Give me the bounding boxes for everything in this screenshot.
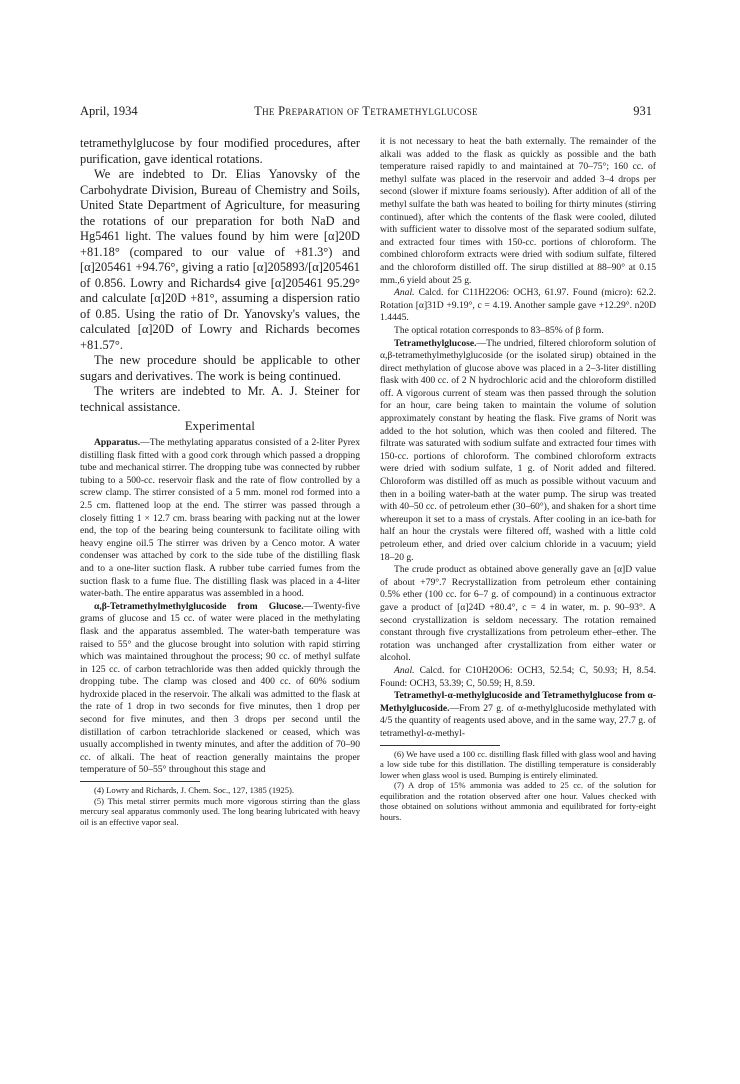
paragraph: The new procedure should be applicable to other sugars and derivatives. The work is being continued. xyxy=(80,353,360,383)
run-in-head: Anal. xyxy=(394,287,415,299)
paragraph-text: Calcd. for C10H20O6: OCH3, 52.54; C, 50.93; H, 8.54. Found: OCH3, 53.39; C, 50.59; H, 8.59. xyxy=(380,664,656,689)
paragraph-text: —The undried, filtered chloroform solution of α,β-tetramethylmethylglucoside (or the isolated sirup) obtained in the direct methylation of glucose above was placed in a 2–3-liter distilling flask with 400 cc. of 2 N hydrochloric acid and the chloroform distilled off. A vigorous current of steam was then passed through the solution for an hour, care being taken to maintain the volume of solution approximately constant by heating the flask. Five grams of Norit was added to the hot solution, which was then cooled and filtered. The filtrate was saturated with sodium sulfate and extracted four times with 150-cc. portions of chloroform. The combined chloroform extracts were dried with sodium sulfate, 1 g. of Norit added and filtered. Chloroform was distilled off as much as possible without vacuum and then in a boiling water-bath at the water pump. The sirup was treated with 40–50 cc. of petroleum ether (30–60°), and shaken for a short time whereupon it set to a mass of crystals. After cooling in an ice-bath for half an hour the crystals were filtered off, washed with a little cold petroleum ether, and dried over calcium chloride in a vacuum; yield 18–20 g. xyxy=(380,337,656,563)
run-in-head: α,β-Tetramethylmethylglucoside from Glucose. xyxy=(94,600,304,612)
paragraph xyxy=(80,601,360,777)
acknowledgement: The writers are indebted to Mr. A. J. Steiner for technical assistance. xyxy=(80,384,360,414)
footnote: (4) Lowry and Richards, J. Chem. Soc., 127, 1385 (1925). xyxy=(94,785,295,796)
paragraph xyxy=(380,338,656,565)
right-column xyxy=(380,136,656,823)
header-date: April, 1934 xyxy=(80,104,138,118)
paragraph-text: Calcd. for C11H22O6: OCH3, 61.97. Found (micro): 62.2. Rotation [α]31D +9.19°, c = 4.19. Another sample gave +12.29°. n20D 1.4445. xyxy=(380,287,656,324)
paragraph xyxy=(80,437,360,601)
footnote-rule xyxy=(80,781,200,782)
paragraph: it is not necessary to heat the bath externally. The remainder of the alkali was added to the flask as quickly as possible and the bath temperature raised rapidly to and maintained at 70–75°; 160 cc. of methyl sulfate was placed in the reservoir and added 3–4 drops per second (slower if mixture foams seriously). After addition of all of the methyl sulfate the bath was heated to boiling for thirty minutes (stirring continued), after which the contents of the flask were cooled, diluted with sufficient water to dissolve most of the separated sodium sulfate, and extracted four times with 150-cc. portions of chloroform. The combined chloroform extracts were dried with sodium sulfate, filtered and the chloroform distilled off. The sirup distilled at 88–90° at 0.15 mm.,6 yield about 25 g. xyxy=(380,136,656,286)
paragraph: We are indebted to Dr. Elias Yanovsky of the Carbohydrate Division, Bureau of Chemistry and Soils, United State Department of Agriculture, for measuring the rotations of our preparation for both NaD and Hg5461 light. The values found by him were [α]20D +81.18° (compared to our value of +81.3°) and [α]205461 +94.76°, giving a ratio [α]205893/[α]205461 of 0.856. Lowry and Richards4 give [α]205461 95.29° and calculate [α]20D +81°, assuming a dispersion ratio of 0.85. Using the ratio of Dr. Yanovsky's values, the calculated [α]20D of Lowry and Richards becomes +81.57°. xyxy=(80,167,360,352)
running-header xyxy=(80,104,652,122)
section-heading: Experimental xyxy=(184,419,256,433)
footnote: (7) A drop of 15% ammonia was added to 25 cc. of the solution for equilibration and the rotation observed after one hour. Values checked with those obtained on solutions without ammonia and equilibrated for forty-eight hours. xyxy=(380,780,656,823)
paragraph-text: —Twenty-five grams of glucose and 15 cc. of water were placed in the methylating flask and the apparatus assembled. The water-bath temperature was raised to 55° and the glucose brought into solution with rapid stirring which was maintained throughout the process; 90 cc. of methyl sulfate in 125 cc. of carbon tetrachloride was then added quickly through the dropping tube. The clamp was closed and 400 cc. of 60% sodium hydroxide placed in the reservoir. The alkali was admitted to the flask at the rate of 1 drop in two seconds for five minutes, then 1 drop per second for five minutes, and then 3 drops per second until the distillation of carbon tetrachloride slackened or ceased, which was usually accomplished in twenty minutes, and after the addition of 70–90 cc. of alkali. The heat of reaction generally maintains the proper temperature of 50–55° throughout this stage and xyxy=(80,600,360,776)
paragraph xyxy=(380,690,656,740)
paragraph: tetramethylglucose by four modified procedures, after purification, gave identical rotations. xyxy=(80,136,360,166)
paragraph-text: —From 27 g. of α-methylglucoside methylated with 4/5 the quantity of reagents used above, and in the same way, 27.7 g. of tetramethyl-α-methyl- xyxy=(380,702,656,739)
paragraph xyxy=(380,665,656,690)
run-in-head: Apparatus. xyxy=(94,437,141,448)
header-title: The Preparation of Tetramethylglucose xyxy=(254,104,478,118)
paragraph xyxy=(380,287,656,325)
left-column xyxy=(80,136,360,827)
footnote-rule xyxy=(380,745,500,746)
run-in-head: Tetramethyl-α-methylglucoside and Tetramethylglucose from α-Methylglucoside. xyxy=(380,690,656,714)
paragraph-text: —The methylating apparatus consisted of a 2-liter Pyrex distilling flask fitted with a good cork through which passed a dropping tube and mechanical stirrer. The dropping tube was connected by rubber tubing to a 500-cc. reservoir flask and the rate of flow controlled by a screw clamp. The stirrer consisted of a 5 mm. monel rod formed into a 2.5 cm. flattened loop at the end. The stirrer was passed through a closely fitting 1 × 12.7 cm. brass bearing with packing nut at the lower end, the top of the bearing being countersunk to facilitate oiling with heavy engine oil.5 The stirrer was driven by a Cenco motor. A water condenser was attached by cork to the side tube of the distilling flask and to a one-liter suction flask. A rubber tube carried fumes from the suction flask to a fume flue. The distilling flask was placed in a 4-liter water-bath. The entire apparatus was assembled in a hood. xyxy=(80,437,360,600)
page-number: 931 xyxy=(633,104,652,118)
run-in-head: Tetramethylglucose. xyxy=(394,337,477,349)
run-in-head: Anal. xyxy=(394,664,415,676)
paragraph: The optical rotation corresponds to 83–85% of β form. xyxy=(394,324,604,336)
paragraph: The crude product as obtained above generally gave an [α]D value of about +79°.7 Recrystallization from petroleum ether containing 0.5% ether (100 cc. for 6–7 g. of compound) in a continuous extractor gave a product of [α]24D +80.4°, c = 4 in water, m. p. 90–93°. A second crystallization is seldom necessary. The rotation remained constant through five crystallizations from petroleum ether–ether. The rotation was unchanged after crystallization from either water or alcohol. xyxy=(380,564,656,664)
footnote: (5) This metal stirrer permits much more vigorous stirring than the glass mercury seal apparatus commonly used. The long bearing lubricated with heavy oil is an effective vapor seal. xyxy=(80,795,360,827)
footnote: (6) We have used a 100 cc. distilling flask filled with glass wool and having a low side tube for this distillation. The distilling temperature is considerably lower when glass wool is used. Bumping is entirely eliminated. xyxy=(380,748,656,780)
